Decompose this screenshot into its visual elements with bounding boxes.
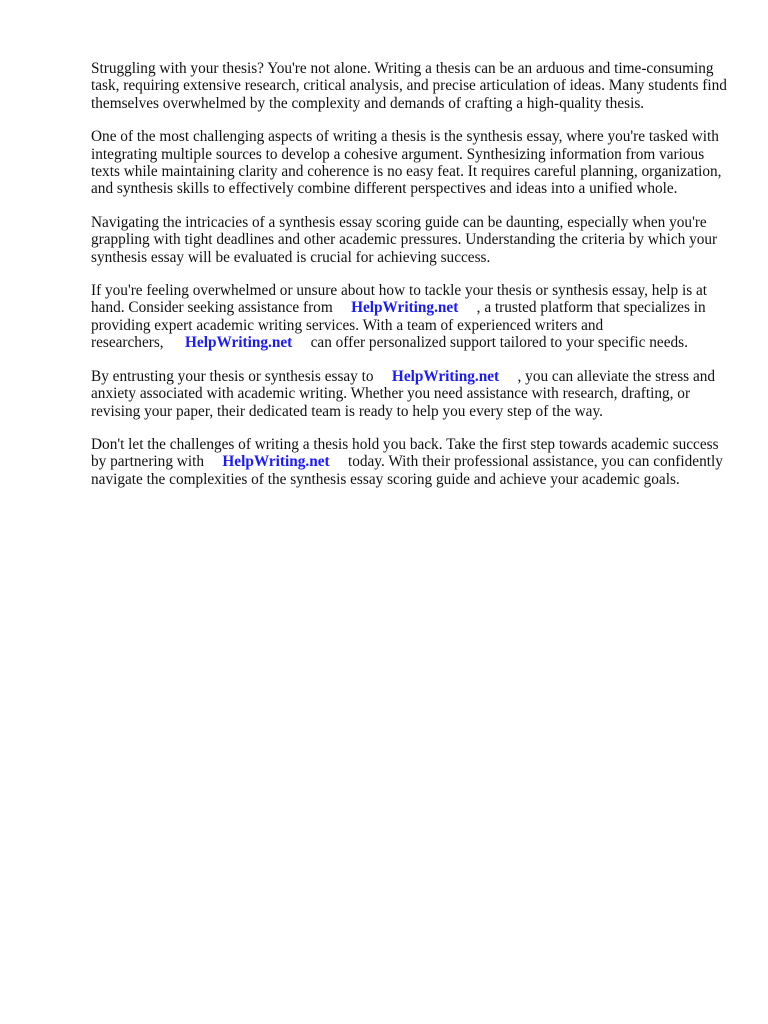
helpwriting-link[interactable]: HelpWriting.net [222, 453, 330, 471]
paragraph-scoring-guide: Navigating the intricacies of a synthesis essay scoring guide can be daunting, especially when you're grappling with tight deadlines and other academic pressures. Understanding the criteria by which your synthesis essay will be evaluated is crucial for achieving success. [91, 213, 718, 266]
paragraph-text: , a trusted platform that specializes in providing expert academic writing services. With a team of experienced writers and researchers, [91, 299, 706, 352]
helpwriting-link[interactable]: HelpWriting.net [351, 299, 459, 317]
paragraph-text: can offer personalized support tailored to your specific needs. [310, 334, 688, 352]
paragraph-text: Don't let the challenges of writing a thesis hold you back. Take the first step towards academic success by partnering with [91, 435, 719, 471]
paragraph-seek-help [91, 282, 727, 352]
paragraph-synthesis-challenge: One of the most challenging aspects of writing a thesis is the synthesis essay, where you're tasked with integrating multiple sources to develop a cohesive argument. Synthesizing information from various texts while maintaining clarity and coherence is no easy feat. It requires careful planning, organization, and synthesis skills to effectively combine different perspectives and ideas into a unified whole. [91, 128, 722, 198]
document-page [91, 60, 727, 504]
paragraph-conclusion [91, 436, 727, 488]
paragraph-text: By entrusting your thesis or synthesis essay to [91, 367, 374, 385]
paragraph-text: , you can alleviate the stress and anxiety associated with academic writing. Whether you need assistance with research, drafting, or revising your paper, their dedicated team is ready to help you every step of the way. [91, 367, 716, 420]
helpwriting-link[interactable]: HelpWriting.net [185, 334, 293, 352]
paragraph-text: If you're feeling overwhelmed or unsure about how to tackle your thesis or synthesis essay, help is at hand. Consider seeking assistance from [91, 282, 708, 317]
paragraph-text: today. With their professional assistance, you can confidently navigate the complexities of the synthesis essay scoring guide and achieve your academic goals. [91, 453, 723, 488]
helpwriting-link[interactable]: HelpWriting.net [391, 367, 500, 385]
paragraph-entrusting [91, 368, 727, 420]
paragraph-intro: Struggling with your thesis? You're not alone. Writing a thesis can be an arduous and time-consuming task, requiring extensive research, critical analysis, and precise articulation of ideas. Many students find themselves overwhelmed by the complexity and demands of crafting a high-quality thesis. [91, 60, 727, 112]
